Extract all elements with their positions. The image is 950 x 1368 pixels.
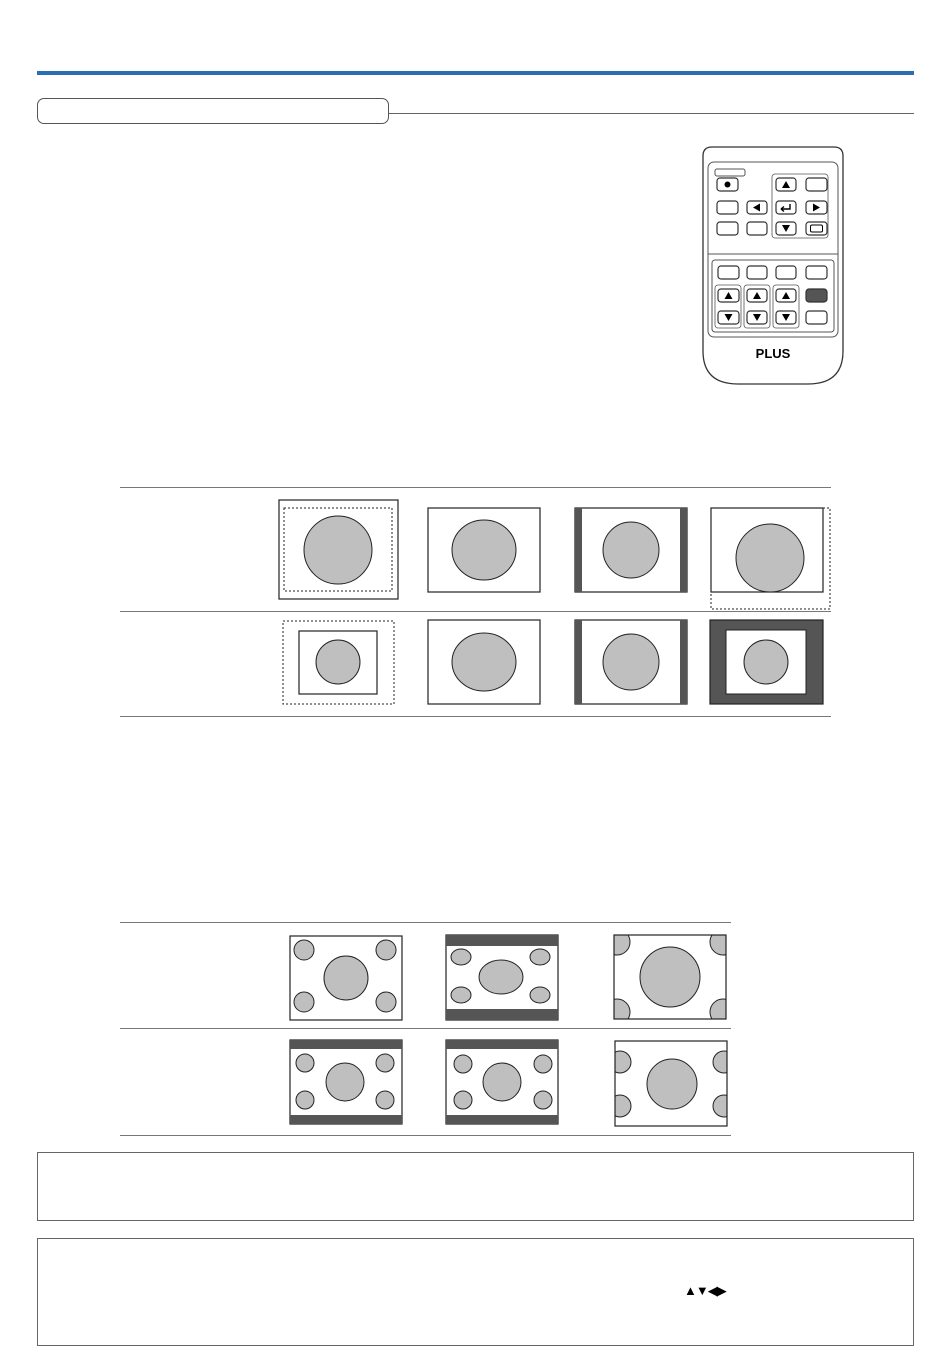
down-arrow-button[interactable]	[776, 222, 796, 235]
aspect-diagram	[445, 934, 559, 1021]
remote-button[interactable]	[747, 266, 767, 279]
up-arrow-button[interactable]	[747, 289, 767, 302]
aspect-diagram	[574, 619, 688, 705]
table2-bottom-rule	[120, 1135, 731, 1136]
up-arrow-button[interactable]	[718, 289, 739, 302]
aspect-diagram	[614, 1040, 728, 1128]
down-arrow-button[interactable]	[718, 311, 739, 324]
down-arrow-button[interactable]	[776, 311, 796, 324]
remote-brand-label: PLUS	[755, 346, 791, 361]
left-arrow-button[interactable]	[747, 201, 767, 214]
remote-button[interactable]	[717, 201, 738, 214]
table1-top-rule	[120, 487, 831, 488]
remote-button[interactable]	[717, 222, 738, 235]
aspect-diagram	[289, 1039, 403, 1125]
remote-button[interactable]	[747, 222, 767, 235]
table1-bottom-rule	[120, 716, 831, 717]
arrow-keys-glyph: ▲▼◀▶	[684, 1283, 726, 1298]
remote-button[interactable]	[806, 266, 827, 279]
table2-top-rule	[120, 922, 731, 923]
power-button[interactable]	[717, 178, 738, 191]
up-arrow-button[interactable]	[776, 289, 796, 302]
aspect-diagram	[427, 619, 541, 705]
remote-button[interactable]	[776, 266, 796, 279]
menu-button[interactable]	[806, 222, 827, 235]
section-title-rule	[389, 113, 914, 114]
remote-control	[702, 146, 844, 388]
up-arrow-button[interactable]	[776, 178, 796, 191]
aspect-diagram	[709, 506, 833, 612]
aspect-diagram	[289, 935, 403, 1021]
right-arrow-button[interactable]	[806, 201, 827, 214]
aspect-diagram	[574, 507, 688, 593]
aspect-diagram	[282, 620, 396, 706]
table2-mid-rule	[120, 1028, 731, 1029]
header-accent-bar	[37, 71, 914, 75]
aspect-diagram	[709, 619, 825, 705]
down-arrow-button[interactable]	[747, 311, 767, 324]
aspect-diagram	[278, 499, 399, 601]
aspect-diagram	[613, 934, 727, 1020]
highlighted-button[interactable]	[806, 289, 827, 302]
aspect-diagram	[427, 507, 541, 593]
remote-button[interactable]	[718, 266, 739, 279]
remote-button[interactable]	[806, 311, 827, 324]
remote-button[interactable]	[806, 178, 827, 191]
note-box	[37, 1152, 914, 1221]
aspect-diagram	[445, 1039, 559, 1125]
section-title-box	[37, 98, 389, 124]
note-box	[37, 1238, 914, 1346]
enter-button[interactable]	[776, 201, 796, 214]
